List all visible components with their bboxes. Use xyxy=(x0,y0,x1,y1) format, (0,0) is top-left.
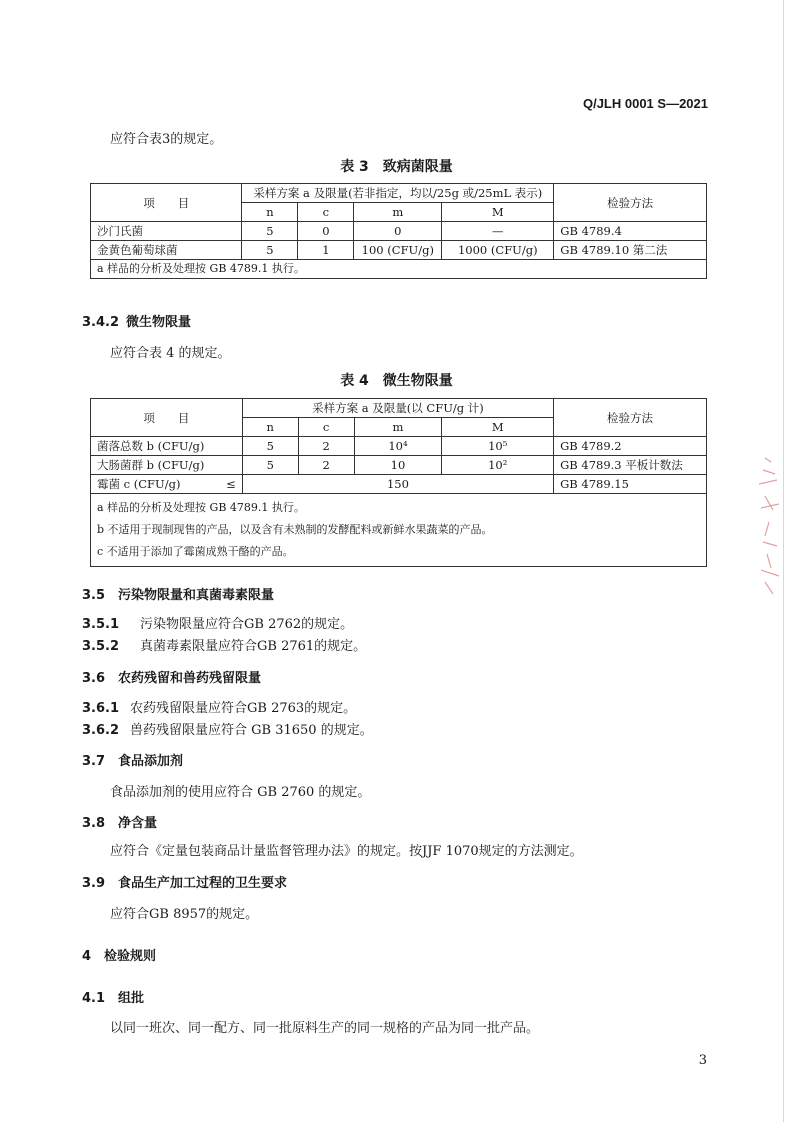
mold-operator: ≤ xyxy=(226,477,236,491)
table3-cell-c: 1 xyxy=(298,241,354,260)
table-row xyxy=(91,241,707,260)
table4-cell-mold-value: 150 xyxy=(242,475,553,494)
section-3-4-2-heading xyxy=(82,311,191,330)
section-number: 3.8 xyxy=(82,816,106,831)
section-number: 3.7 xyxy=(82,754,106,769)
table3-cell-method: GB 4789.4 xyxy=(554,222,707,241)
section-number: 4 xyxy=(82,949,92,964)
section-number: 3.4.2 xyxy=(82,315,120,330)
table4-sub-M: M xyxy=(442,418,554,437)
table-row xyxy=(91,456,707,475)
table4-cell-n: 5 xyxy=(242,437,298,456)
subsection-3-6-1 xyxy=(82,697,356,716)
section-3-9-heading xyxy=(82,872,287,891)
table4-cell-mold-method: GB 4789.15 xyxy=(554,475,707,494)
section-3-8-heading xyxy=(82,812,157,831)
table3 xyxy=(90,183,707,279)
table3-sub-c: c xyxy=(298,203,354,222)
table3-cell-m: 0 xyxy=(354,222,442,241)
section-3-5-heading xyxy=(82,584,274,603)
intro-text: 应符合表3的规定。 xyxy=(110,132,223,147)
table4-note-a: a 样品的分析及处理按 GB 4789.1 执行。 xyxy=(97,501,305,514)
table3-sub-n: n xyxy=(242,203,298,222)
table3-header-method: 检验方法 xyxy=(554,184,707,222)
table4-cell-mold xyxy=(91,475,243,494)
section-number: 3.6 xyxy=(82,671,106,686)
table4-note-b: b 不适用于现制现售的产品，以及含有未熟制的发酵配料或新鲜水果蔬菜的产品。 xyxy=(97,523,493,536)
table4-cell-c: 2 xyxy=(298,456,354,475)
section-3-4-2-text: 应符合表 4 的规定。 xyxy=(110,346,231,361)
subsection-3-5-2 xyxy=(82,635,366,654)
table3-cell-n: 5 xyxy=(242,222,298,241)
mold-item-label: 霉菌 c (CFU/g) xyxy=(97,477,181,491)
table4 xyxy=(90,398,707,567)
subsection-3-5-1 xyxy=(82,613,353,632)
subsection-text: 真菌毒素限量应符合GB 2761的规定。 xyxy=(140,639,367,654)
table3-note: a 样品的分析及处理按 GB 4789.1 执行。 xyxy=(91,260,707,279)
section-4-1-heading xyxy=(82,987,144,1006)
section-number: 4.1 xyxy=(82,991,106,1006)
table3-cell-item: 沙门氏菌 xyxy=(91,222,242,241)
subsection-number: 3.5.2 xyxy=(82,639,120,654)
subsection-text: 兽药残留限量应符合 GB 31650 的规定。 xyxy=(130,723,373,738)
table4-cell-item: 菌落总数 b (CFU/g) xyxy=(91,437,243,456)
table3-title: 表 3 致病菌限量 xyxy=(340,159,453,175)
batch-text: 以同一班次、同一配方、同一批原料生产的同一规格的产品为同一批产品。 xyxy=(110,1021,540,1036)
section-4-heading xyxy=(82,945,156,964)
table3-cell-item: 金黄色葡萄球菌 xyxy=(91,241,242,260)
table4-cell-M: 10⁵ xyxy=(442,437,554,456)
table4-note-c: c 不适用于添加了霉菌成熟干酪的产品。 xyxy=(97,545,294,558)
table4-header-method: 检验方法 xyxy=(554,399,707,437)
red-stamp-mark xyxy=(735,450,785,600)
table4-sub-n: n xyxy=(242,418,298,437)
section-title: 污染物限量和真菌毒素限量 xyxy=(118,588,275,603)
table4-cell-method: GB 4789.2 xyxy=(554,437,707,456)
table3-cell-M: 1000 (CFU/g) xyxy=(442,241,554,260)
section-3-7-heading xyxy=(82,750,183,769)
section-title: 微生物限量 xyxy=(126,315,192,330)
table4-cell-n: 5 xyxy=(242,456,298,475)
page-number: 3 xyxy=(698,1053,707,1068)
table-row xyxy=(91,222,707,241)
table-row xyxy=(91,475,707,494)
table4-notes xyxy=(91,494,707,567)
table3-cell-c: 0 xyxy=(298,222,354,241)
table4-cell-M: 10² xyxy=(442,456,554,475)
table4-cell-c: 2 xyxy=(298,437,354,456)
table3-cell-M: — xyxy=(442,222,554,241)
section-title: 组批 xyxy=(118,991,145,1006)
subsection-text: 农药残留限量应符合GB 2763的规定。 xyxy=(130,701,357,716)
table4-title: 表 4 微生物限量 xyxy=(340,373,453,389)
subsection-3-6-2 xyxy=(82,719,373,738)
section-title: 净含量 xyxy=(118,816,158,831)
section-number: 3.9 xyxy=(82,876,106,891)
table-row xyxy=(91,437,707,456)
table3-cell-method: GB 4789.10 第二法 xyxy=(554,241,707,260)
table4-header-item: 项 目 xyxy=(91,399,243,437)
subsection-text: 污染物限量应符合GB 2762的规定。 xyxy=(140,617,354,632)
table3-cell-n: 5 xyxy=(242,241,298,260)
hygiene-text: 应符合GB 8957的规定。 xyxy=(110,907,259,922)
table4-cell-item: 大肠菌群 b (CFU/g) xyxy=(91,456,243,475)
subsection-number: 3.6.1 xyxy=(82,701,120,716)
table3-sub-M: M xyxy=(442,203,554,222)
section-number: 3.5 xyxy=(82,588,106,603)
table4-cell-method: GB 4789.3 平板计数法 xyxy=(554,456,707,475)
table3-sub-m: m xyxy=(354,203,442,222)
table3-cell-m: 100 (CFU/g) xyxy=(354,241,442,260)
document-code: Q/JLH 0001 S—2021 xyxy=(582,96,708,111)
section-title: 食品生产加工过程的卫生要求 xyxy=(118,876,288,891)
subsection-number: 3.5.1 xyxy=(82,617,120,632)
section-title: 农药残留和兽药残留限量 xyxy=(118,671,262,686)
table4-cell-m: 10 xyxy=(354,456,442,475)
net-content-text: 应符合《定量包装商品计量监督管理办法》的规定。按JJF 1070规定的方法测定。 xyxy=(110,844,583,859)
table4-cell-m: 10⁴ xyxy=(354,437,442,456)
section-3-6-heading xyxy=(82,667,261,686)
table3-header-plan: 采样方案 a 及限量(若非指定，均以/25g 或/25mL 表示) xyxy=(242,184,554,203)
section-title: 检验规则 xyxy=(104,949,157,964)
table3-header-item: 项 目 xyxy=(91,184,242,222)
table4-sub-m: m xyxy=(354,418,442,437)
subsection-number: 3.6.2 xyxy=(82,723,120,738)
section-title: 食品添加剂 xyxy=(118,754,184,769)
additives-text: 食品添加剂的使用应符合 GB 2760 的规定。 xyxy=(110,785,371,800)
table4-sub-c: c xyxy=(298,418,354,437)
table4-header-plan: 采样方案 a 及限量(以 CFU/g 计) xyxy=(242,399,553,418)
